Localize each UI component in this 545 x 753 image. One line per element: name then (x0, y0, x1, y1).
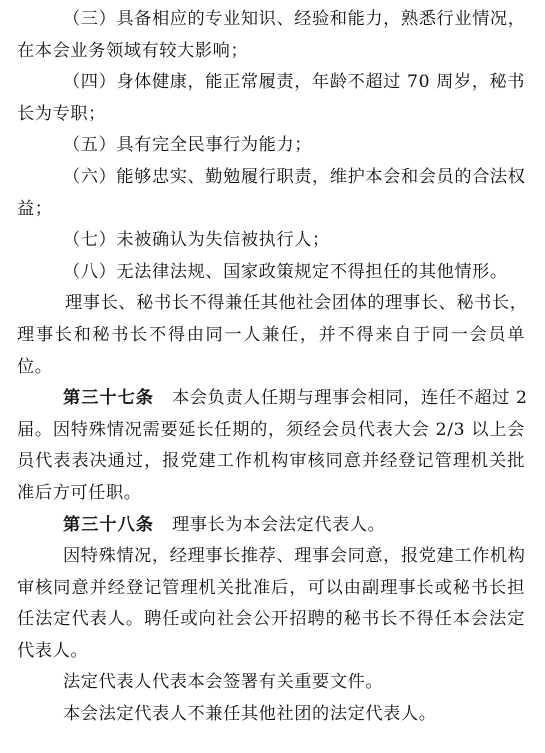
article-38-heading: 第三十八条 (63, 514, 154, 535)
article-38-paragraph-line-3 (17, 604, 525, 636)
text: （六）能够忠实、勤勉履行职责，维护本会和会员的合法权 (63, 166, 526, 187)
text: （三）具备相应的专业知识、经验和能力，熟悉行业情况， (63, 9, 526, 29)
paragraph-restriction-line-2 (17, 320, 525, 352)
text: 位。 (17, 356, 53, 377)
text: 员代表表决通过，报党建工作机构审核同意并经登记管理机关批 (17, 451, 525, 472)
text: 审核同意并经登记管理机关批准后，可以由副理事长或秘书长担 (17, 577, 525, 598)
text: （四）身体健康，能正常履责，年龄不超过 70 周岁，秘书 (63, 72, 526, 93)
article-37-line-4 (17, 478, 525, 510)
text: 在本会业务领域有较大影响； (17, 40, 249, 61)
clause-3-line-2 (17, 36, 525, 68)
text: （五）具有完全民事行为能力； (63, 135, 313, 156)
text: 因特殊情况，经理事长推荐、理事会同意，报党建工作机构 (63, 546, 526, 567)
article-38-line-1 (17, 510, 525, 542)
text: 本会负责人任期与理事会相同，连任不超过 2 (171, 388, 528, 409)
clause-6-line-1 (17, 162, 525, 194)
text: 理事长、秘书长不得兼任其他社会团体的理事长、秘书长， (65, 293, 528, 314)
text: 届。因特殊情况需要延长任期的，须经会员代表大会 2/3 以上会 (17, 419, 525, 440)
article-37-line-3 (17, 446, 525, 478)
legal-rep-restriction-line (17, 699, 525, 731)
article-37-heading: 第三十七条 (63, 388, 154, 409)
article-38-paragraph-line-4 (17, 636, 525, 668)
text: 法定代表人代表本会签署有关重要文件。 (63, 672, 384, 693)
clause-7 (17, 225, 525, 257)
text: 本会法定代表人不兼任其他社团的法定代表人。 (63, 704, 437, 725)
article-38-paragraph-line-2 (17, 573, 525, 605)
paragraph-restriction-line-3 (17, 352, 525, 384)
article-37-line-1 (17, 383, 528, 415)
paragraph-restriction-line-1 (17, 288, 528, 320)
article-38-paragraph-line-1 (17, 541, 525, 573)
text: 长为专职； (17, 103, 106, 124)
text: （七）未被确认为失信被执行人； (63, 230, 330, 251)
clause-4-line-1 (17, 67, 525, 99)
text: 代表人。 (17, 640, 89, 661)
text: 理事长为本会法定代表人。 (171, 514, 386, 535)
clause-5 (17, 130, 525, 162)
text: 准后方可任职。 (17, 482, 142, 503)
clause-3-line-1 (17, 4, 525, 36)
article-37-line-2 (17, 415, 525, 447)
text: 益； (17, 198, 53, 219)
clause-6-line-2 (17, 194, 525, 226)
clause-8 (17, 257, 525, 289)
clause-4-line-2 (17, 99, 525, 131)
legal-rep-signing-line (17, 667, 525, 699)
text: 理事长和秘书长不得由同一人兼任，并不得来自于同一会员单 (17, 324, 525, 345)
text: 任法定代表人。聘任或向社会公开招聘的秘书长不得任本会法定 (17, 609, 525, 630)
text: （八）无法律法规、国家政策规定不得担任的其他情形。 (63, 261, 508, 282)
